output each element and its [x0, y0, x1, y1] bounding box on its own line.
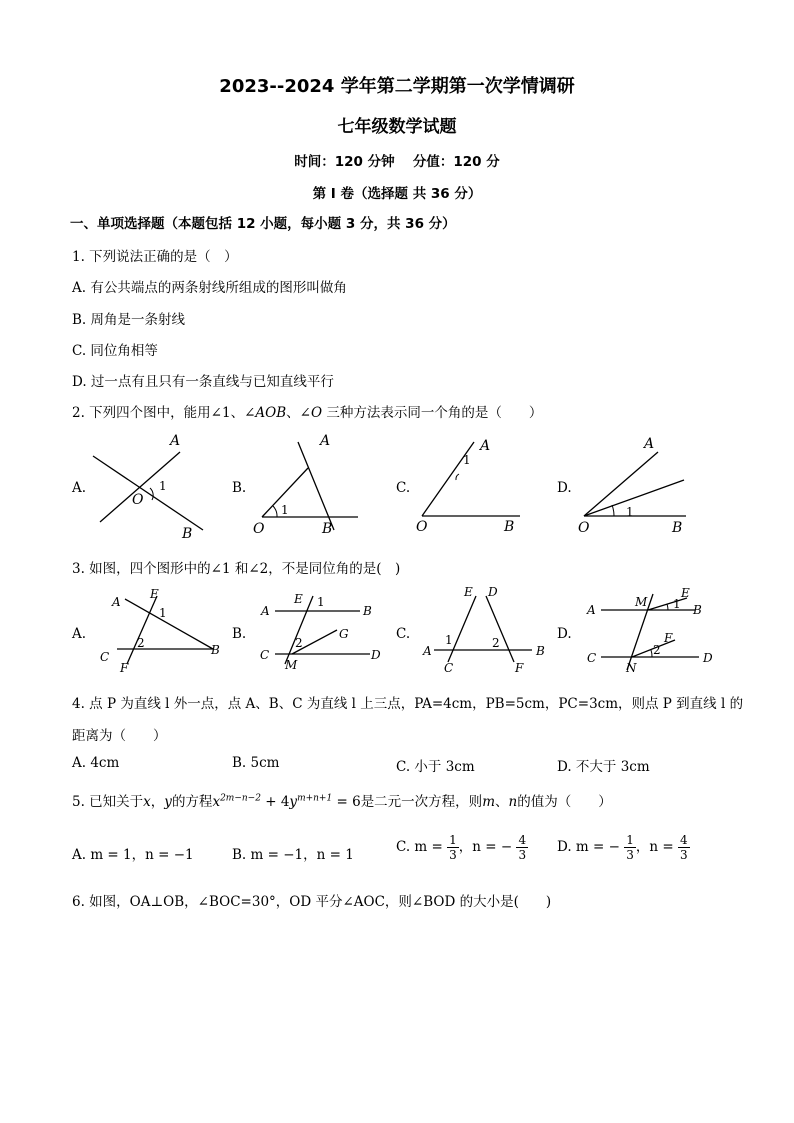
angle-1-label: 1	[445, 633, 453, 647]
q6-stem: 6. 如图，OA⊥OB，∠BOC=30°，OD 平分∠AOC，则∠BOD 的大小是( )	[72, 894, 552, 910]
point-d-label: D	[371, 648, 381, 662]
point-o-label: O	[253, 521, 265, 537]
point-e-label: E	[464, 585, 473, 599]
exam-meta: 时间：120 分钟 分值：120 分	[294, 154, 500, 170]
angle-1-label: 1	[463, 453, 471, 467]
q1-option-d: D. 过一点有且只有一条直线与已知直线平行	[72, 374, 334, 390]
point-b-label: B	[322, 521, 333, 537]
q2-figure-b	[250, 430, 365, 540]
point-m-label: M	[635, 595, 648, 609]
q4-stem-line1: 4. 点 P 为直线 l 外一点，点 A、B、C 为直线 l 上三点，PA=4cm，PB=5cm，PC=3cm，则点 P 到直线 l 的	[72, 696, 744, 712]
point-b-label: B	[211, 643, 220, 657]
angle-1-label: 1	[281, 503, 289, 517]
frac-numerator: 1	[449, 833, 457, 847]
line-oa	[100, 452, 180, 522]
q1-option-a: A. 有公共端点的两条射线所组成的图形叫做角	[72, 280, 347, 296]
point-e-label: E	[294, 592, 303, 606]
frac-denominator: 3	[679, 848, 688, 862]
point-a-label: A	[320, 433, 331, 449]
q3-figure-d	[585, 584, 725, 674]
point-c-label: C	[100, 650, 110, 664]
q3-figure-a	[95, 584, 225, 674]
frac-numerator: 4	[518, 833, 527, 847]
q2-angle-o: ∠O	[299, 405, 323, 421]
angle-1-label: 1	[317, 595, 325, 609]
point-a-label: A	[587, 603, 596, 617]
q5-comma: ，	[150, 794, 165, 810]
point-f-label: F	[664, 631, 673, 645]
q2-label-d: D.	[557, 480, 572, 496]
point-a-label: A	[170, 433, 181, 449]
q2-figure-c	[412, 430, 527, 540]
q2-label-c: C.	[396, 480, 411, 496]
point-d-label: D	[703, 651, 713, 665]
q4-option-d: D. 不大于 3cm	[557, 759, 650, 775]
q2-figure-d	[574, 430, 694, 540]
q2-angle-aob: ∠AOB	[244, 405, 287, 421]
q2-label-b: B.	[232, 480, 247, 496]
q2-stem	[72, 401, 542, 421]
point-a-label: A	[644, 436, 655, 452]
point-b-label: B	[536, 644, 545, 658]
angle-1-label: 1	[159, 479, 167, 493]
middle-ray	[584, 480, 684, 516]
exam-subject: 七年级数学试题	[337, 117, 457, 137]
q5-stem	[72, 790, 612, 810]
q5-option-b: B. m = −1，n = 1	[232, 847, 354, 863]
point-e-label: E	[681, 586, 690, 600]
q5-exp-y: m+n+1	[297, 793, 333, 804]
point-b-label: B	[672, 520, 683, 536]
point-b-label: B	[363, 604, 372, 618]
q5-suffix: 是二元一次方程，则	[360, 794, 483, 810]
q3-label-c: C.	[396, 626, 411, 642]
point-m-label: M	[285, 658, 298, 672]
q3-figure-b	[255, 584, 390, 674]
angle-2-label: 2	[295, 636, 303, 650]
point-o-label: O	[416, 519, 428, 535]
point-n-label: N	[626, 661, 637, 674]
frac-denominator: 3	[626, 848, 634, 862]
q5-var-m: m	[482, 794, 495, 810]
q5-eq-y: y	[289, 794, 298, 810]
q4-option-b: B. 5cm	[232, 755, 280, 771]
point-a-label: A	[261, 604, 270, 618]
point-c-label: C	[444, 661, 454, 674]
q5-optc-frac-m	[447, 833, 459, 862]
angle-arc	[456, 474, 459, 480]
point-o-label: O	[578, 520, 590, 536]
point-f-label: F	[515, 661, 524, 674]
q5-option-c	[396, 833, 528, 862]
point-d-label: D	[488, 585, 498, 599]
point-c-label: C	[260, 648, 270, 662]
q1-stem: 1. 下列说法正确的是（ ）	[72, 249, 238, 265]
q5-optc-frac-n	[516, 833, 528, 862]
q3-label-b: B.	[232, 626, 247, 642]
point-b-label: B	[504, 519, 515, 535]
q3-stem: 3. 如图，四个图形中的∠1 和∠2，不是同位角的是( )	[72, 561, 401, 577]
angle-2-arc	[651, 650, 652, 657]
q5-eq-plus: + 4	[260, 794, 290, 810]
q5-tail: 的值为（ ）	[517, 794, 612, 810]
point-a-label: A	[480, 438, 491, 454]
q5-sep: 、	[495, 794, 509, 810]
q2-stem-tail: 三种方法表示同一个角的是（ ）	[322, 405, 543, 421]
q5-optc-pre: C. m =	[396, 839, 443, 855]
point-o-label: O	[132, 492, 144, 508]
q5-option-a: A. m = 1，n = −1	[72, 847, 194, 863]
q3-label-a: A.	[72, 626, 87, 642]
q1-option-c: C. 同位角相等	[72, 343, 158, 359]
angle-1-label: 1	[159, 606, 167, 620]
q5-exp-x: 2m−n−2	[220, 793, 261, 804]
q5-eq-x: x	[212, 794, 221, 810]
point-g-label: G	[339, 627, 349, 641]
point-b-label: B	[182, 526, 193, 542]
q5-eq-rhs: = 6	[332, 794, 361, 810]
q3-label-d: D.	[557, 626, 572, 642]
q5-var-x: x	[143, 794, 151, 810]
frac-numerator: 1	[626, 833, 634, 847]
line-ef	[127, 596, 157, 664]
point-f-label: F	[120, 661, 129, 674]
q4-stem-line2: 距离为（ ）	[72, 728, 167, 744]
q4-option-c: C. 小于 3cm	[396, 759, 475, 775]
q5-var-y: y	[164, 794, 172, 810]
q5-var-n: n	[508, 794, 518, 810]
section-title: 一、单项选择题（本题包括 12 小题，每小题 3 分，共 36 分）	[70, 216, 456, 232]
point-e-label: E	[150, 587, 159, 601]
angle-1-label: 1	[626, 505, 634, 519]
q5-option-d	[557, 833, 690, 862]
frac-numerator: 4	[679, 833, 688, 847]
q5-optc-mid: ，n = −	[458, 839, 513, 855]
line-df	[486, 596, 514, 662]
q3-figure-c	[420, 584, 550, 674]
exam-title: 2023--2024 学年第二学期第一次学情调研	[219, 76, 575, 97]
point-a-label: A	[112, 595, 121, 609]
q5-optd-frac-n	[678, 833, 690, 862]
q1-option-b: B. 周角是一条射线	[72, 312, 186, 328]
q5-optd-mid: ，n =	[635, 839, 674, 855]
q5-optd-frac-m	[624, 833, 636, 862]
angle-2-label: 2	[492, 636, 500, 650]
q2-figure-a	[88, 430, 218, 545]
line-ob	[93, 456, 203, 530]
line-ec	[448, 596, 476, 662]
point-a-label: A	[423, 644, 432, 658]
point-c-label: C	[587, 651, 597, 665]
angle-1-arc	[667, 604, 668, 610]
frac-denominator: 3	[518, 848, 527, 862]
volume-title: 第 I 卷（选择题 共 36 分）	[312, 186, 482, 202]
q2-stem-part: 2. 下列四个图中，能用∠1、	[72, 405, 245, 421]
point-b-label: B	[693, 603, 702, 617]
q2-label-a: A.	[72, 480, 87, 496]
angle-arc	[273, 506, 277, 517]
q5-mid: 的方程	[171, 794, 213, 810]
angle-2-label: 2	[653, 643, 661, 657]
line-oa	[584, 452, 658, 516]
angle-2-label: 2	[137, 636, 145, 650]
q5-optd-pre: D. m = −	[557, 839, 620, 855]
q5-prefix: 5. 已知关于	[72, 794, 144, 810]
q2-stem-sep: 、	[286, 405, 300, 421]
frac-denominator: 3	[449, 848, 457, 862]
angle-arc	[612, 505, 614, 516]
q4-option-a: A. 4cm	[72, 755, 120, 771]
angle-1-label: 1	[673, 597, 681, 611]
